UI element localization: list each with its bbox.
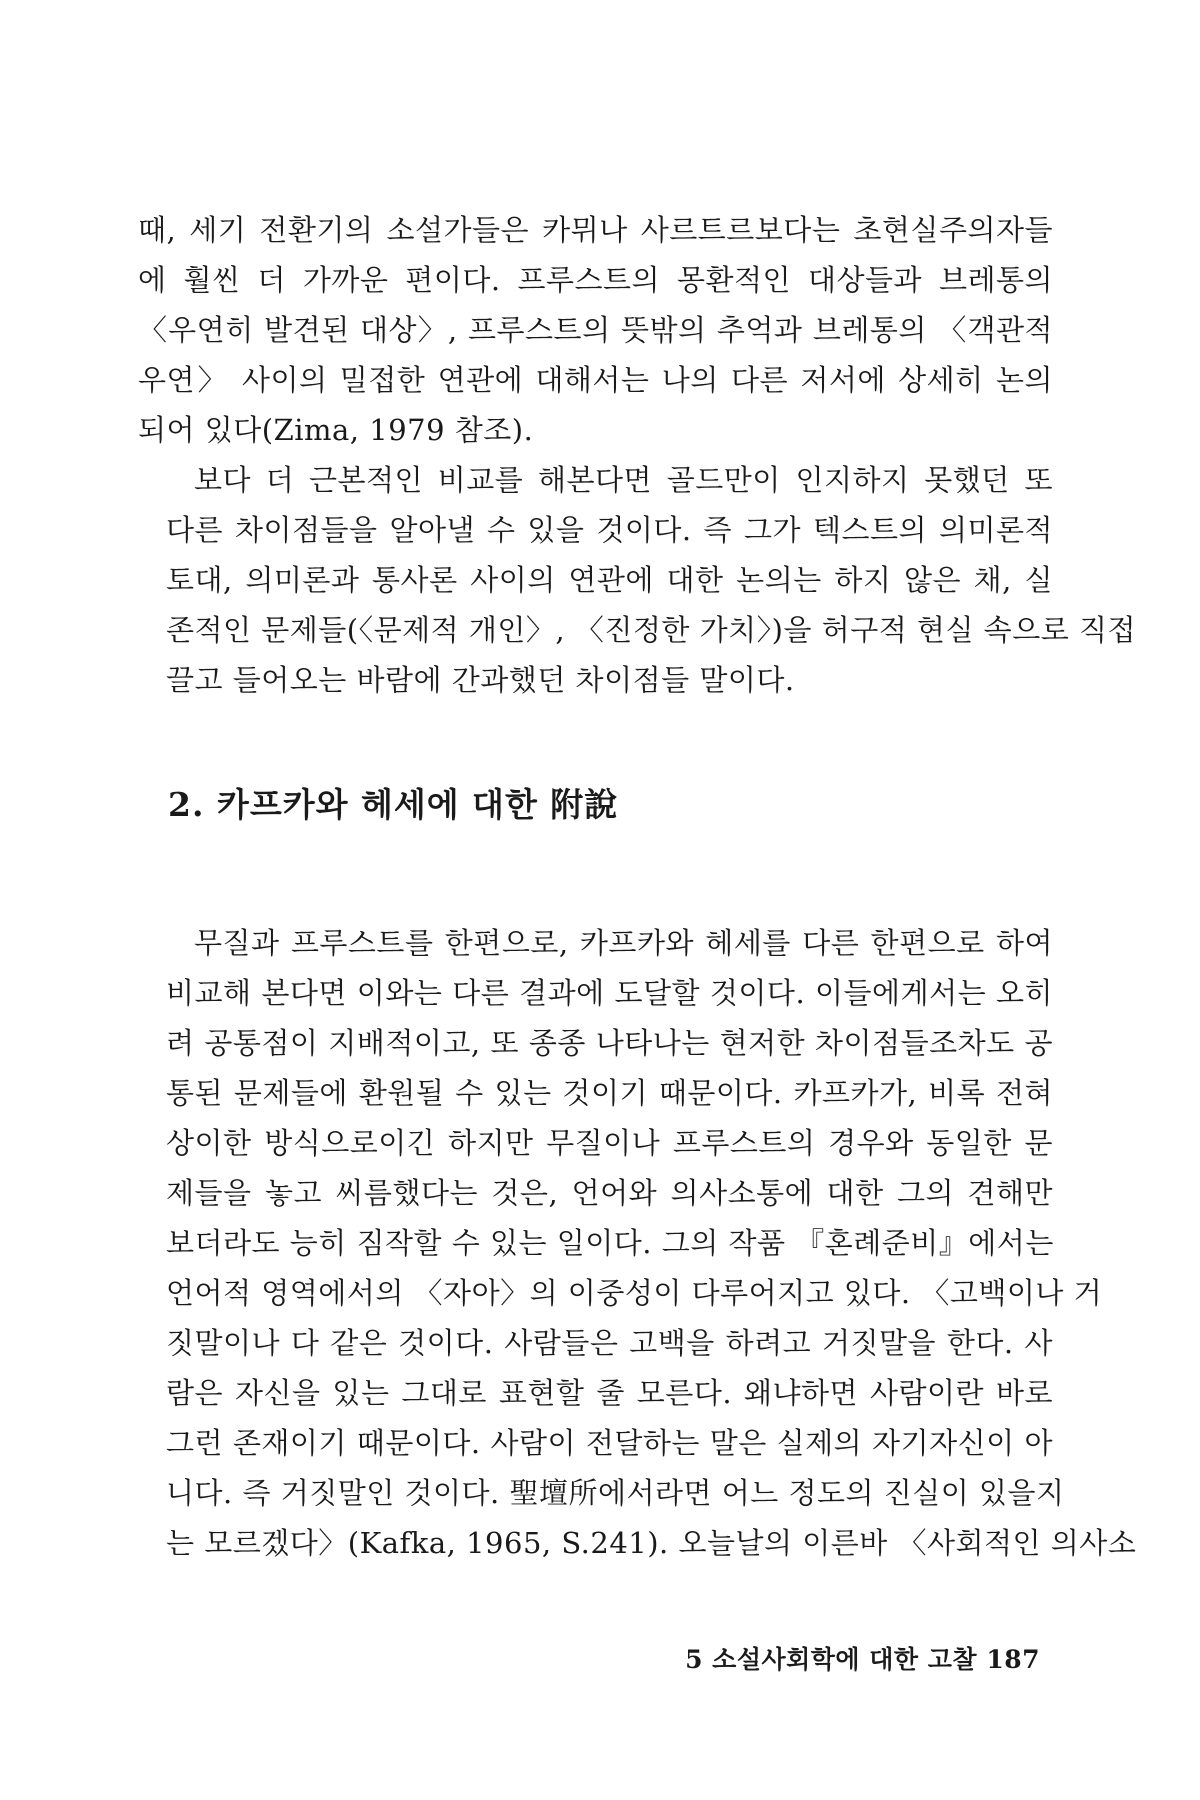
paragraph-2 [138, 455, 1136, 705]
paragraph-3 [138, 918, 1137, 1568]
running-chapter-title: 5 소설사회학에 대한 고찰 [685, 1645, 978, 1674]
text-line: 는 모르겠다〉(Kafka, 1965, S.241). 오늘날의 이른바 〈사회적인 의사소 [166, 1526, 1137, 1560]
page-number: 187 [986, 1645, 1040, 1674]
text-line: 보더라도 능히 짐작할 수 있는 일이다. 그의 작품 『혼례준비』에서는 [166, 1226, 1054, 1260]
text-line: 토대, 의미론과 통사론 사이의 연관에 대한 논의는 하지 않은 채, 실 [166, 563, 1053, 597]
text-line: 무질과 프루스트를 한편으로, 카프카와 헤세를 다른 한편으로 하여 [194, 926, 1053, 960]
text-line: 통된 문제들에 환원될 수 있는 것이기 때문이다. 카프카가, 비록 전혀 [166, 1076, 1053, 1110]
text-line: 려 공통점이 지배적이고, 또 종종 나타나는 현저한 차이점들조차도 공 [166, 1026, 1053, 1060]
text-line: 에 훨씬 더 가까운 편이다. 프루스트의 몽환적인 대상들과 브레통의 [138, 263, 1053, 297]
text-line: 언어적 영역에서의 〈자아〉의 이중성이 다루어지고 있다. 〈고백이나 거 [166, 1276, 1103, 1310]
text-line: 우연〉 사이의 밀접한 연관에 대해서는 나의 다른 저서에 상세히 논의 [138, 363, 1053, 397]
text-line: 비교해 본다면 이와는 다른 결과에 도달할 것이다. 이들에게서는 오히 [166, 976, 1053, 1010]
text-line: 짓말이나 다 같은 것이다. 사람들은 고백을 하려고 거짓말을 한다. 사 [166, 1326, 1053, 1360]
page-footer [685, 1643, 1040, 1677]
paragraph-1 [138, 205, 1053, 455]
text-line: 보다 더 근본적인 비교를 해본다면 골드만이 인지하지 못했던 또 [194, 463, 1053, 497]
text-line: 끌고 들어오는 바람에 간과했던 차이점들 말이다. [166, 663, 795, 697]
text-line: 존적인 문제들(〈문제적 개인〉, 〈진정한 가치〉)을 허구적 현실 속으로 직접 [166, 613, 1136, 647]
section-heading: 2. 카프카와 헤세에 대한 附說 [168, 785, 619, 824]
text-line: 되어 있다(Zima, 1979 참조). [138, 413, 534, 447]
text-line: 제들을 놓고 씨름했다는 것은, 언어와 의사소통에 대한 그의 견해만 [166, 1176, 1053, 1210]
text-line: 때, 세기 전환기의 소설가들은 카뮈나 사르트르보다는 초현실주의자들 [138, 213, 1053, 247]
text-line: 〈우연히 발견된 대상〉, 프루스트의 뜻밖의 추억과 브레통의 〈객관적 [138, 313, 1053, 347]
text-line: 다른 차이점들을 알아낼 수 있을 것이다. 즉 그가 텍스트의 의미론적 [166, 513, 1053, 547]
text-line: 상이한 방식으로이긴 하지만 무질이나 프루스트의 경우와 동일한 문 [166, 1126, 1053, 1160]
text-line: 람은 자신을 있는 그대로 표현할 줄 모른다. 왜냐하면 사람이란 바로 [166, 1376, 1053, 1410]
text-line: 니다. 즉 거짓말인 것이다. 聖壇所에서라면 어느 정도의 진실이 있을지 [166, 1476, 1065, 1510]
text-line: 그런 존재이기 때문이다. 사람이 전달하는 말은 실제의 자기자신이 아 [166, 1426, 1053, 1460]
